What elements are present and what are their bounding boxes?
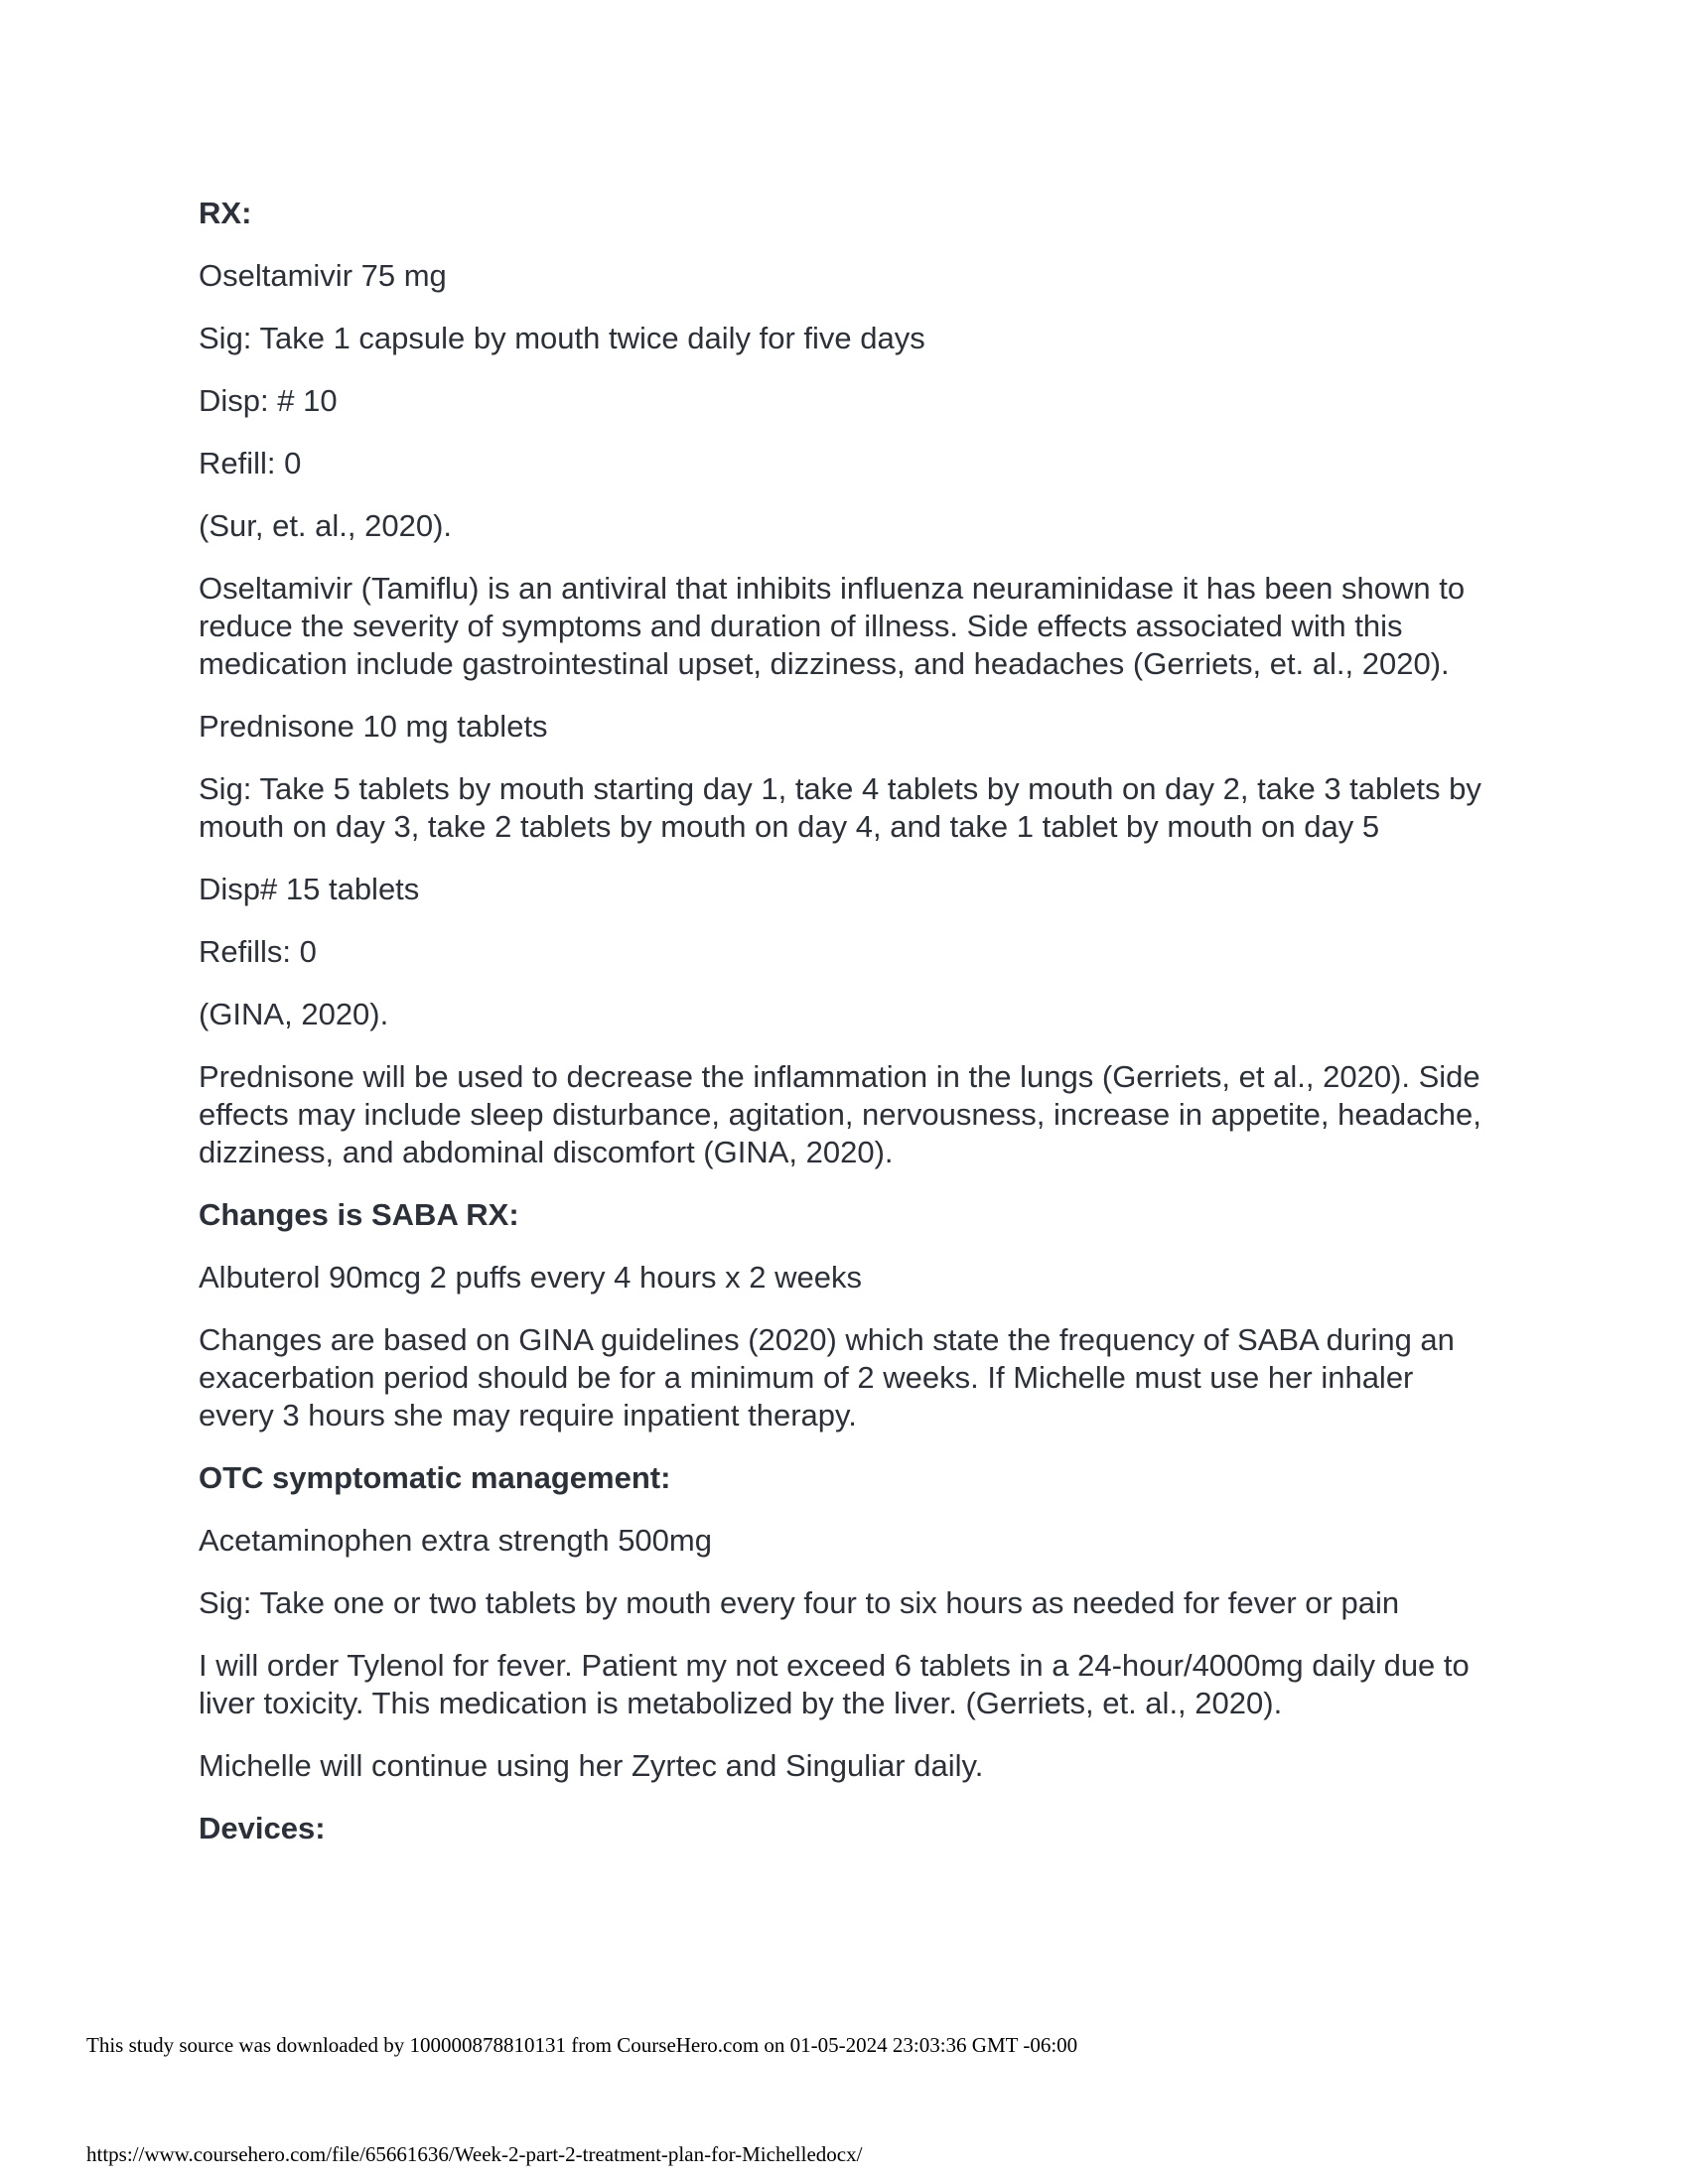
source-url[interactable]: https://www.coursehero.com/file/65661636/Week-2-part-2-treatment-plan-for-Michelledocx/ — [86, 2142, 863, 2166]
saba-rationale: Changes are based on GINA guidelines (2020) which state the frequency of SABA during an exacerbation period should be for a minimum of 2 weeks. If Michelle must use her inhaler every 3 hours she may require inpatient therapy. — [199, 1322, 1455, 1433]
otc-heading: OTC symptomatic management: — [199, 1460, 671, 1495]
rx-heading: RX: — [199, 196, 252, 230]
oseltamivir-citation: (Sur, et. al., 2020). — [199, 508, 453, 543]
acetaminophen-sig: Sig: Take one or two tablets by mouth every four to six hours as needed for fever or pain — [199, 1585, 1400, 1620]
tylenol-note: I will order Tylenol for fever. Patient my not exceed 6 tablets in a 24-hour/4000mg daily due to liver toxicity. This medication is metabolized by the liver. (Gerriets, et. al., 2020). — [199, 1648, 1470, 1720]
prednisone-description: Prednisone will be used to decrease the inflammation in the lungs (Gerriets, et al., 2020). Side effects may include sleep disturbance, agitation, nervousness, increase in appetite, headache, dizziness, and abdominal discomfort (GINA, 2020). — [199, 1059, 1481, 1169]
prednisone-sig: Sig: Take 5 tablets by mouth starting day 1, take 4 tablets by mouth on day 2, take 3 tablets by mouth on day 3, take 2 tablets by mouth on day 4, and take 1 tablet by mouth on day 5 — [199, 771, 1481, 844]
oseltamivir-disp: Disp: # 10 — [199, 383, 338, 418]
acetaminophen-drug-line: Acetaminophen extra strength 500mg — [199, 1523, 712, 1558]
download-notice: This study source was downloaded by 100000878810131 from CourseHero.com on 01-05-2024 23:03:36 GMT -06:00 — [86, 2033, 1078, 2057]
oseltamivir-description: Oseltamivir (Tamiflu) is an antiviral that inhibits influenza neuraminidase it has been shown to reduce the severity of symptoms and duration of illness. Side effects associated with this medication include gastrointestinal upset, dizziness, and headaches (Gerriets, et. al., 2020). — [199, 571, 1466, 681]
prednisone-refills: Refills: 0 — [199, 934, 317, 969]
albuterol-line: Albuterol 90mcg 2 puffs every 4 hours x 2 weeks — [199, 1260, 862, 1295]
oseltamivir-refill: Refill: 0 — [199, 446, 302, 480]
prednisone-citation: (GINA, 2020). — [199, 997, 389, 1031]
oseltamivir-sig: Sig: Take 1 capsule by mouth twice daily for five days — [199, 321, 925, 355]
prednisone-disp: Disp# 15 tablets — [199, 872, 420, 906]
devices-heading: Devices: — [199, 1811, 326, 1845]
oseltamivir-drug-line: Oseltamivir 75 mg — [199, 258, 447, 293]
zyrtec-singulair-note: Michelle will continue using her Zyrtec and Singuliar daily. — [199, 1748, 984, 1783]
saba-rx-heading: Changes is SABA RX: — [199, 1197, 519, 1232]
prednisone-drug-line: Prednisone 10 mg tablets — [199, 709, 548, 744]
document-body — [199, 195, 1489, 1872]
